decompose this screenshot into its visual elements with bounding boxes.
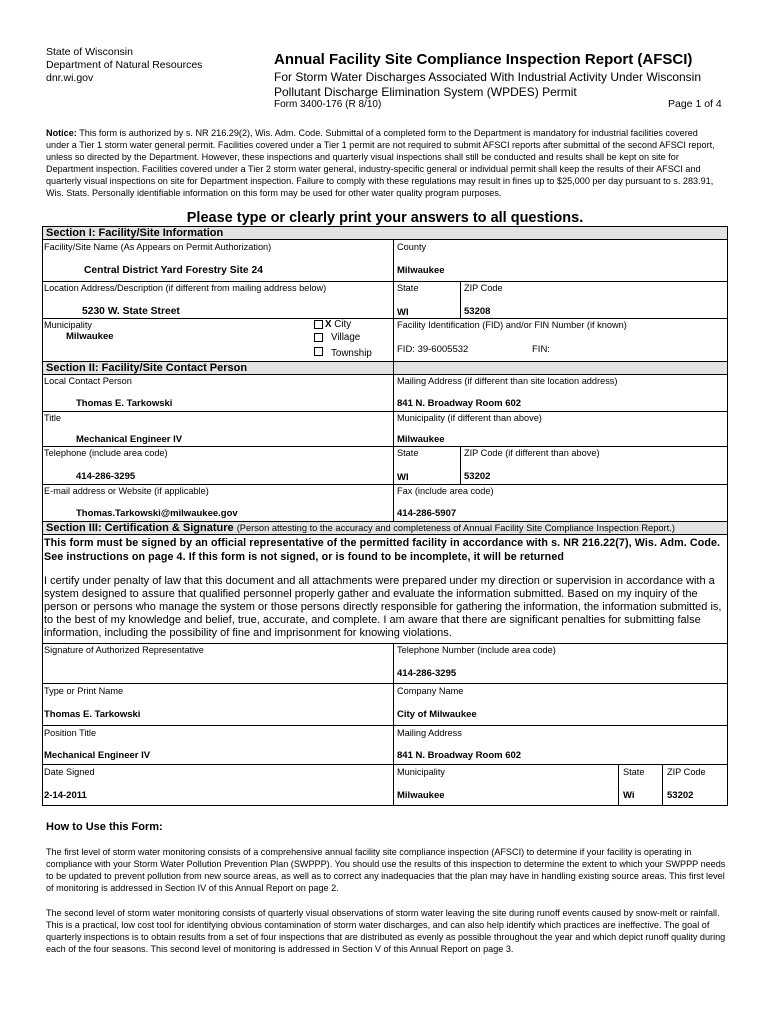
state-label: State [397,283,419,293]
section-1-heading: Section I: Facility/Site Information [42,226,728,240]
print-name-value[interactable]: Thomas E. Tarkowski [44,709,141,720]
fid-label: Facility Identification (FID) and/or FIN Number (if known) [397,320,627,330]
signer-zip-label: ZIP Code [667,767,706,777]
agency-line-department: Department of Natural Resources [46,59,203,71]
signature-label: Signature of Authorized Representative [44,645,204,655]
title-label: Title [44,413,62,423]
signer-state-value[interactable]: Wi [623,790,635,801]
city-checked-mark: X [325,319,332,330]
form-number: Form 3400-176 (R 8/10) [274,99,382,110]
location-value[interactable]: 5230 W. State Street [82,306,180,317]
telephone-value[interactable]: 414-286-3295 [76,471,136,482]
village-label: Village [331,332,361,343]
how-to-paragraph-2: The second level of storm water monitoring consists of quarterly visual observations of storm water leaving the site during runoff events caused by snow-melt or rainfall. This is a practical, low cost tool for identifying obvious contamination of storm water discharges, and can also help identify which practices are ineffective. The goal of quarterly inspections is to obtain results from a set of four inspections that are distributed as evenly as possible throughout the year and which depict runoff quality during each of the four seasons. This second level of monitoring is addressed in Section V of this Annual Report on page 3. [46,908,726,955]
signer-zip-value[interactable]: 53202 [667,790,694,801]
municipality-label: Municipality [44,320,92,330]
agency-block [46,46,202,85]
section-3-title: Section III: Certification & Signature [46,522,234,534]
township-label: Township [331,348,372,359]
form-subtitle: For Storm Water Discharges Associated With Industrial Activity Under Wisconsin Pollutant Discharge Elimination System (WPDES) Permit [274,70,702,99]
zip-label: ZIP Code [464,283,503,293]
title-value[interactable]: Mechanical Engineer IV [76,434,183,445]
state-value[interactable]: WI [397,307,409,318]
contact-municipality-value[interactable]: Milwaukee [397,434,445,445]
signer-municipality-value[interactable]: Milwaukee [397,790,445,801]
zip-value[interactable]: 53208 [464,306,491,317]
notice-text: This form is authorized by s. NR 216.29(2), Wis. Adm. Code. Submittal of a completed form to the Department is mandatory for industrial facilities covered under a Tier 1 storm water general permit. Facilities covered under a Tier 1 permit are not required to submit AFSCI reports after submittal of the second AFSCI report, unless so directed by the Department. However, these inspections and quarterly visual inspections shall still be conducted and results shall be kept on site for Department inspection. Facilities covered under a Tier 2 storm water general, industry-specific general or individual permit shall keep the results of their AFSCI and quarterly visual inspections on site for Department inspection. Failure to comply with these regulations may result in fines up to $25,000 per day pursuant to s. 283.91, Wis. Stats. Personally identifiable information on this form may be used for other water quality program purposes. [46,128,715,199]
contact-state-value[interactable]: WI [397,472,409,483]
signature-requirement: This form must be signed by an official representative of the permitted facility in accordance with s. NR 216.22(7), Wis. Adm. Code. See instructions on page 4. If this form is not signed, or is found to be incomplete, it will be returned [44,537,721,563]
signer-municipality-label: Municipality [397,767,445,777]
contact-label: Local Contact Person [44,376,132,386]
signer-telephone-value[interactable]: 414-286-3295 [397,668,457,679]
fax-label: Fax (include area code) [397,486,494,496]
mailing-address-label: Mailing Address (if different than site location address) [397,376,618,386]
email-value[interactable]: Thomas.Tarkowski@milwaukee.gov [76,508,238,519]
contact-zip-value[interactable]: 53202 [464,471,491,482]
telephone-label: Telephone (include area code) [44,448,168,458]
company-value[interactable]: City of Milwaukee [397,709,477,720]
form-frame [42,226,728,806]
how-to-heading: How to Use this Form: [46,821,163,833]
facility-name-value[interactable]: Central District Yard Forestry Site 24 [84,265,263,276]
company-label: Company Name [397,686,464,696]
contact-zip-label: ZIP Code (if different than above) [464,448,600,458]
agency-line-website: dnr.wi.gov [46,72,94,84]
signer-telephone-label: Telephone Number (include area code) [397,645,556,655]
date-signed-value[interactable]: 2-14-2011 [44,790,87,801]
mailing-address-value[interactable]: 841 N. Broadway Room 602 [397,398,522,409]
contact-state-label: State [397,448,419,458]
print-name-label: Type or Print Name [44,686,124,696]
facility-name-label: Facility/Site Name (As Appears on Permit Authorization) [44,242,272,252]
county-value[interactable]: Milwaukee [397,265,445,276]
position-label: Position Title [44,728,97,738]
county-label: County [397,242,427,252]
signer-mailing-value[interactable]: 841 N. Broadway Room 602 [397,750,522,761]
fax-value[interactable]: 414-286-5907 [397,508,457,519]
certification-statement: I certify under penalty of law that this document and all attachments were prepared under my direction or supervision in accordance with a system designed to assure that qualified personnel properly gather and evaluate the information submitted. Based on my inquiry of the person or persons who manage the system or those persons directly responsible for gathering the information, the information submitted is, to the best of my knowledge and belief, true, accurate, and complete. I am aware that there are significant penalties for submitting false information, including the possibility of fine and imprisonment for knowing violations. [44,575,722,640]
contact-value[interactable]: Thomas E. Tarkowski [76,398,173,409]
how-to-paragraph-1: The first level of storm water monitoring consists of a comprehensive annual facility site compliance inspection (AFSCI) to determine if your facility is operating in compliance with your Storm Water Pollution Prevention Plan (SWPPP). You should use the results of this inspection to determine the extent to which your SWPPP needs to be updated to prevent pollution from new source areas, as well as to correct any inadequacies that the plan may have in handling existing source areas. This first level of monitoring is addressed in Section IV of this Annual Report on page 2. [46,847,726,894]
notice [46,127,722,200]
contact-municipality-label: Municipality (if different than above) [397,413,542,423]
fid-value[interactable]: FID: 39-6005532 [397,344,469,355]
form-title: Annual Facility Site Compliance Inspection Report (AFSCI) [274,51,693,68]
section-2-heading: Section II: Facility/Site Contact Person [42,361,728,375]
date-signed-label: Date Signed [44,767,95,777]
notice-label: Notice: [46,128,77,138]
instruction-heading: Please type or clearly print your answers to all questions. [186,210,584,226]
city-label: City [334,319,352,330]
fin-value[interactable]: FIN: [532,344,550,355]
email-label: E-mail address or Website (if applicable) [44,486,209,496]
location-label: Location Address/Description (if different from mailing address below) [44,283,327,293]
section-3-note: (Person attesting to the accuracy and completeness of Annual Facility Site Compliance Inspection Report.) [236,523,675,533]
signer-state-label: State [623,767,645,777]
agency-line-state: State of Wisconsin [46,46,133,58]
signer-mailing-label: Mailing Address [397,728,462,738]
position-value[interactable]: Mechanical Engineer IV [44,750,151,761]
municipality-value[interactable]: Milwaukee [66,331,114,342]
page-number: Page 1 of 4 [668,98,722,110]
